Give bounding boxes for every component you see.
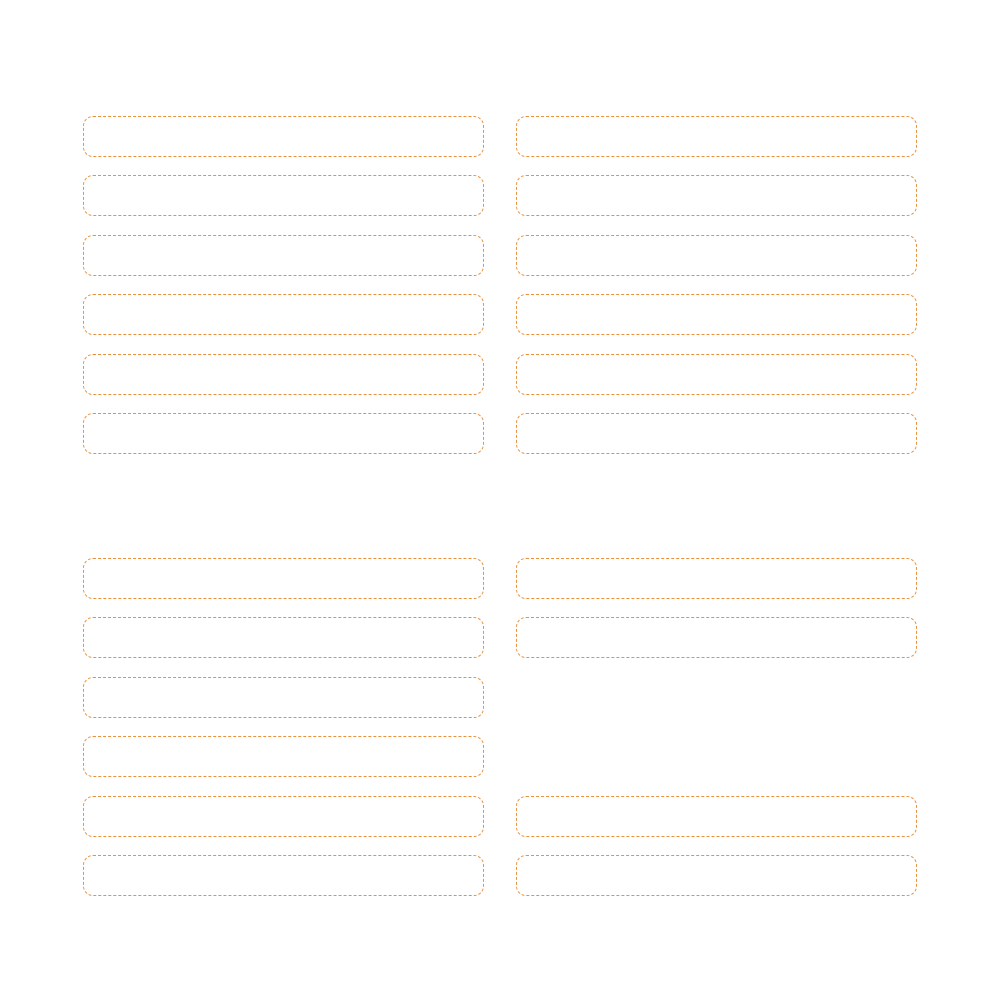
input-slot-top-6[interactable]: [516, 235, 917, 276]
input-slot-bottom-12[interactable]: [516, 855, 917, 896]
input-slot-top-8[interactable]: [516, 294, 917, 335]
input-slot-bottom-9[interactable]: [83, 796, 484, 837]
input-slot-top-5[interactable]: [83, 235, 484, 276]
input-slot-top-7[interactable]: [83, 294, 484, 335]
input-slot-top-11[interactable]: [83, 413, 484, 454]
input-slot-top-10[interactable]: [516, 354, 917, 395]
input-slot-top-2[interactable]: [516, 116, 917, 157]
input-slot-bottom-5[interactable]: [83, 677, 484, 718]
input-slot-bottom-7[interactable]: [83, 736, 484, 777]
input-grid-top: [83, 116, 917, 454]
input-slot-bottom-10[interactable]: [516, 796, 917, 837]
input-slot-top-1[interactable]: [83, 116, 484, 157]
input-slot-top-9[interactable]: [83, 354, 484, 395]
input-slot-bottom-2[interactable]: [516, 558, 917, 599]
input-slot-bottom-8: [516, 736, 917, 777]
input-slot-top-3[interactable]: [83, 175, 484, 216]
input-slot-bottom-1[interactable]: [83, 558, 484, 599]
input-slot-bottom-4[interactable]: [516, 617, 917, 658]
input-slot-bottom-11[interactable]: [83, 855, 484, 896]
input-slot-bottom-6: [516, 677, 917, 718]
input-slot-bottom-3[interactable]: [83, 617, 484, 658]
input-slot-top-4[interactable]: [516, 175, 917, 216]
input-slot-top-12[interactable]: [516, 413, 917, 454]
input-grid-bottom: [83, 558, 917, 896]
